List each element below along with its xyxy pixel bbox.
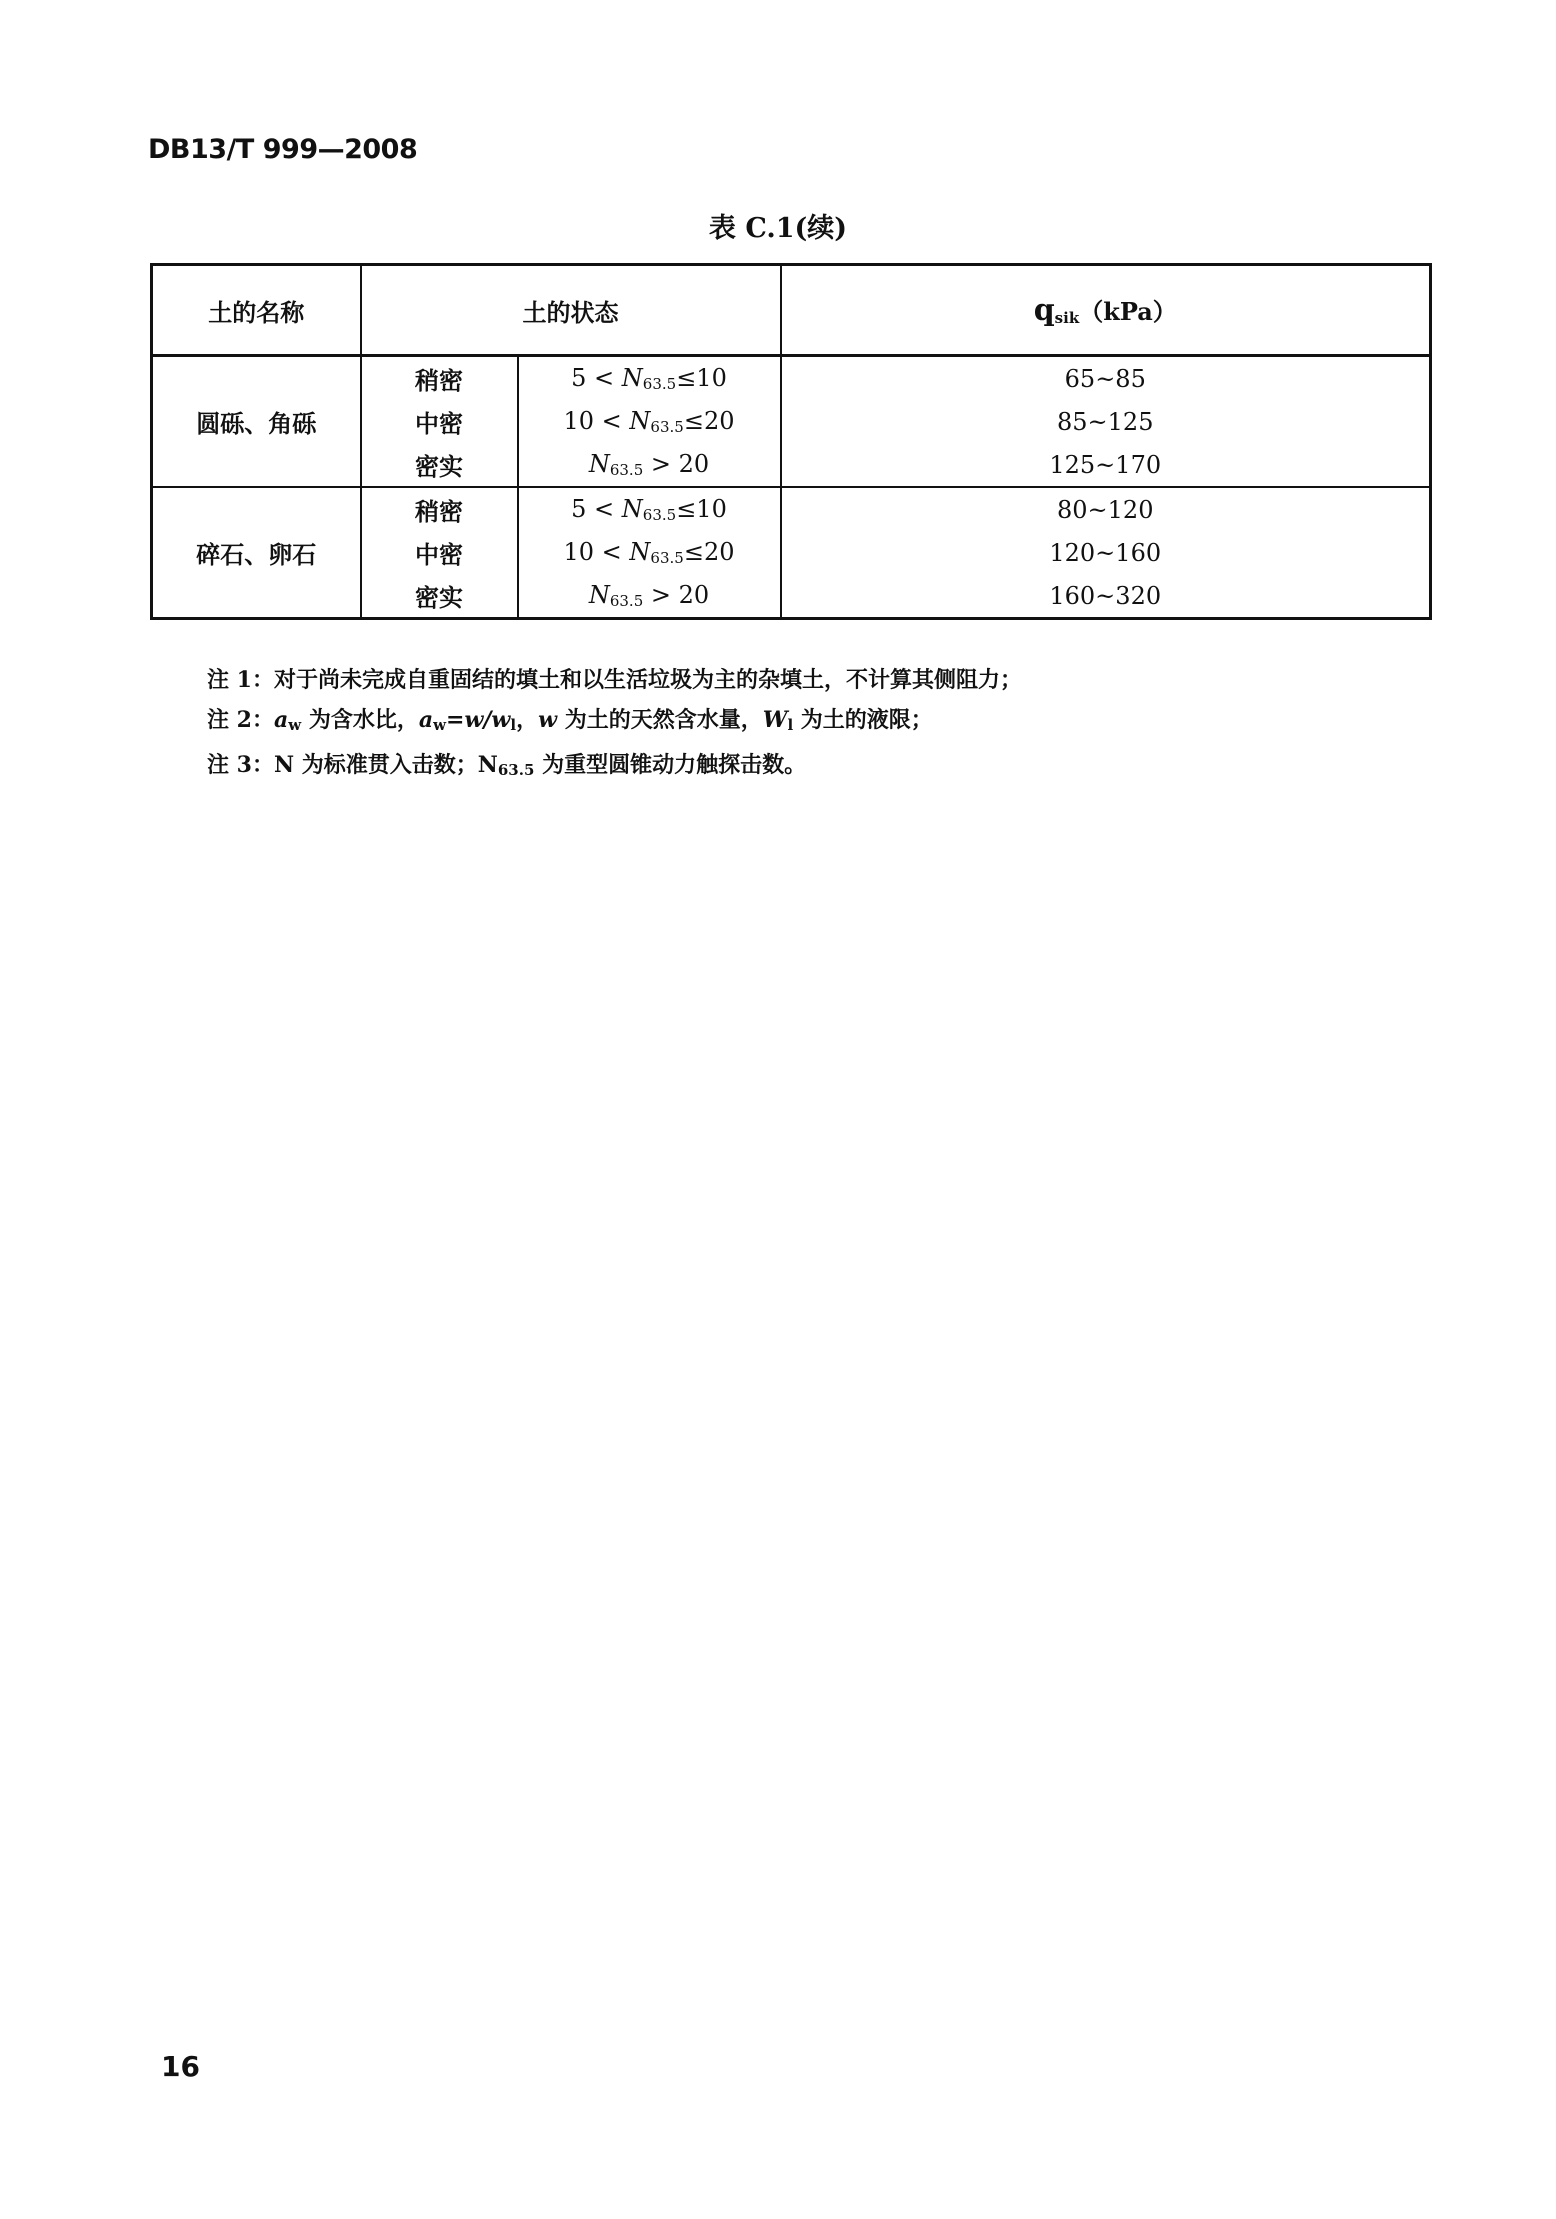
qsik-value-cell: 120~160 [1049, 538, 1162, 567]
table-row [152, 487, 1431, 531]
table-row [152, 356, 1431, 401]
qsik-value-cell: 85~125 [1057, 407, 1154, 436]
density-cell: 密实 [361, 574, 518, 619]
condition-cell: $10 < N_{63.5}\le 20$ [518, 400, 781, 443]
header-qsik [781, 265, 1431, 356]
density-cell: 密实 [361, 443, 518, 487]
table-notes [207, 660, 1022, 790]
qsik-value-cell: 125~170 [781, 443, 1431, 487]
qsik-value-cell: 80~120 [1057, 495, 1154, 524]
qsik-symbol: q [1033, 293, 1055, 328]
condition-cell: $5 < N_{63.5}\le 10$ [518, 356, 781, 401]
density-cell: 中密 [361, 531, 518, 574]
condition-cell: $5 < N_{63.5}\le 10$ [518, 487, 781, 531]
qsik-unit: （kPa） [1079, 297, 1177, 326]
header-soil-state: 土的状态 [361, 265, 781, 356]
soil-name-cobble: 碎石、卵石 [152, 487, 361, 619]
note-1: 注 1：对于尚未完成自重固结的填土和以生活垃圾为主的杂填土，不计算其侧阻力； [207, 667, 1022, 693]
qsik-subscript: sik [1054, 309, 1080, 327]
table-header-row [152, 265, 1431, 356]
note-2: 注 2：$a_w$ 为含水比，$a_w=w/w_l$，w 为土的天然含水量，$W_l$ 为土的液限； [207, 707, 933, 734]
condition-cell: $N_{63.5} > 20$ [518, 443, 781, 487]
qsik-value-cell: 160~320 [1049, 581, 1162, 610]
standard-code: DB13/T 999—2008 [148, 134, 418, 165]
page-number: 16 [161, 2050, 200, 2083]
density-cell: 稍密 [361, 487, 518, 531]
note-3: 注 3：N 为标准贯入击数；$N_{63.5}$ 为重型圆锥动力触探击数。 [207, 752, 807, 779]
header-soil-name: 土的名称 [152, 265, 361, 356]
soil-name-gravel: 圆砾、角砾 [152, 356, 361, 488]
condition-cell: $N_{63.5} > 20$ [518, 574, 781, 619]
condition-cell: $10 < N_{63.5}\le 20$ [518, 531, 781, 574]
density-cell: 中密 [361, 400, 518, 443]
soil-side-resistance-table [150, 263, 1432, 620]
table-caption: 表 C.1(续) [708, 213, 848, 244]
qsik-value-cell: 65~85 [1064, 364, 1146, 393]
density-cell: 稍密 [361, 356, 518, 401]
